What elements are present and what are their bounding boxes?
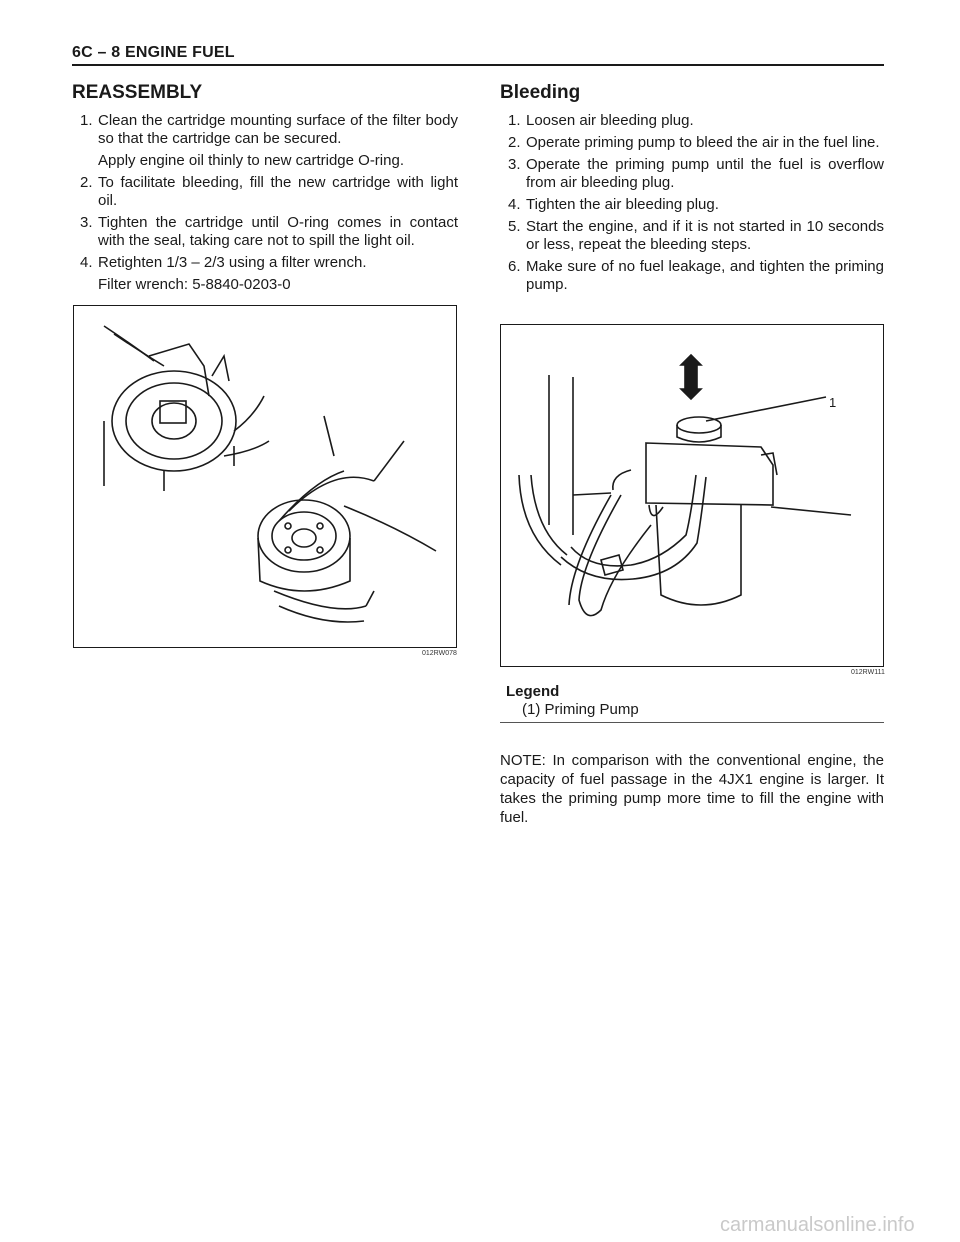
filter-drawing: [74, 306, 456, 647]
reassembly-section: [72, 84, 458, 298]
callout-label: 1: [829, 395, 837, 410]
step-text: Loosen air bleeding plug.: [526, 112, 694, 129]
step-text: Make sure of no fuel leakage, and tighten the priming pump.: [526, 258, 884, 293]
reassembly-step: [72, 112, 458, 148]
priming-pump-illustration: [500, 324, 884, 667]
step-text: Tighten the air bleeding plug.: [526, 196, 719, 213]
bleeding-step: [500, 112, 884, 130]
bleeding-steps: [500, 112, 884, 294]
step-text: Operate priming pump to bleed the air in the fuel line.: [526, 134, 880, 151]
step-text: Retighten 1/3 – 2/3 using a filter wrench.: [98, 254, 367, 271]
figure-code: 012RW111: [851, 669, 885, 676]
bleeding-step: [500, 196, 884, 214]
reassembly-step: [72, 254, 458, 272]
step-number: 2.: [508, 134, 521, 151]
step-subtext: Filter wrench: 5-8840-0203-0: [98, 276, 291, 293]
bleeding-step: [500, 218, 884, 254]
step-text: Tighten the cartridge until O-ring comes in contact with the seal, taking care not to spill the light oil.: [98, 214, 458, 249]
reassembly-step: [72, 174, 458, 210]
step-number: 3.: [80, 214, 93, 231]
step-number: 4.: [80, 254, 93, 271]
step-text: Start the engine, and if it is not started in 10 seconds or less, repeat the bleeding steps.: [526, 218, 884, 253]
step-number: 2.: [80, 174, 93, 191]
legend-divider: [500, 722, 884, 723]
legend-item: (1) Priming Pump: [522, 701, 639, 718]
step-number: 1.: [508, 112, 521, 129]
step-number: 6.: [508, 258, 521, 275]
legend: [506, 683, 639, 719]
step-number: 5.: [508, 218, 521, 235]
step-number: 1.: [80, 112, 93, 129]
watermark: carmanualsonline.info: [720, 1214, 915, 1236]
bleeding-heading: Bleeding: [500, 82, 581, 103]
bleeding-step: [500, 258, 884, 294]
bleeding-step: [500, 156, 884, 192]
step-text: Clean the cartridge mounting surface of the filter body so that the cartridge can be secured.: [98, 112, 458, 147]
header-rule: [72, 64, 884, 66]
priming-pump-drawing: [501, 325, 883, 666]
figure-code: 012RW078: [422, 650, 457, 657]
bleeding-step: [500, 134, 884, 152]
reassembly-step: [72, 214, 458, 250]
note-paragraph: NOTE: In comparison with the conventional engine, the capacity of fuel passage in the 4JX1 engine is larger. It takes the priming pump more time to fill the engine with fuel.: [500, 752, 884, 826]
step-text: To facilitate bleeding, fill the new cartridge with light oil.: [98, 174, 458, 209]
bleeding-section: [500, 84, 884, 298]
step-number: 4.: [508, 196, 521, 213]
reassembly-heading: REASSEMBLY: [72, 82, 203, 103]
step-number: 3.: [508, 156, 521, 173]
filter-cartridge-illustration: [73, 305, 457, 648]
page-header: 6C – 8 ENGINE FUEL: [72, 44, 235, 61]
step-subtext: Apply engine oil thinly to new cartridge O-ring.: [98, 152, 404, 169]
reassembly-steps: [72, 112, 458, 294]
legend-title: Legend: [506, 683, 560, 700]
step-text: Operate the priming pump until the fuel is overflow from air bleeding plug.: [526, 156, 884, 191]
